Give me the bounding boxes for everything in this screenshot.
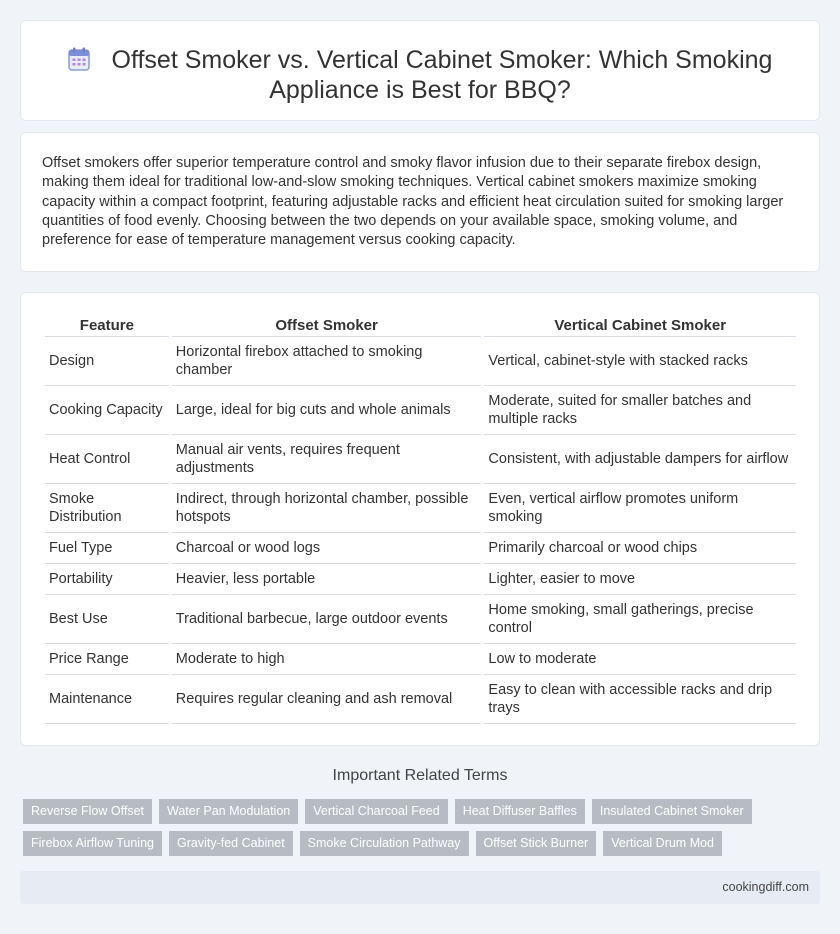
offset-cell: Horizontal firebox attached to smoking chamber [172, 337, 482, 386]
related-tag[interactable]: Vertical Charcoal Feed [305, 799, 447, 824]
offset-cell: Indirect, through horizontal chamber, possible hotspots [172, 484, 482, 533]
intro-paragraph: Offset smokers offer superior temperature control and smoky flavor infusion due to their separate firebox design, making them ideal for traditional low-and-slow smoking techniques. Vertical cabinet smokers maximize smoking capacity within a compact footprint, featuring adjustable racks and efficient heat circulation suited for smoking larger quantities of food evenly. Choosing between the two depends on your available space, smoking volume, and preference for ease of temperature management versus cooking capacity. [42, 155, 784, 249]
table-row [45, 644, 796, 675]
feature-cell: Portability [45, 564, 169, 595]
vertical-cell: Lighter, easier to move [484, 564, 796, 595]
title-line-2: Appliance is Best for BBQ? [269, 76, 571, 104]
intro-card [20, 132, 820, 272]
header-feature: Feature [45, 317, 169, 337]
footer-bar [20, 871, 820, 904]
feature-cell: Price Range [45, 644, 169, 675]
table-row [45, 675, 796, 724]
feature-cell: Heat Control [45, 435, 169, 484]
footer-site-link[interactable]: cookingdiff.com [722, 880, 809, 894]
related-terms-title: Important Related Terms [332, 767, 508, 784]
vertical-cell: Low to moderate [484, 644, 796, 675]
feature-cell: Smoke Distribution [45, 484, 169, 533]
related-tag[interactable]: Offset Stick Burner [476, 831, 597, 856]
offset-cell: Moderate to high [172, 644, 482, 675]
table-row [45, 533, 796, 564]
offset-cell: Requires regular cleaning and ash removal [172, 675, 482, 724]
vertical-cell: Vertical, cabinet-style with stacked racks [484, 337, 796, 386]
page-title [21, 45, 819, 105]
comparison-table [42, 317, 799, 724]
feature-cell: Cooking Capacity [45, 386, 169, 435]
feature-cell: Design [45, 337, 169, 386]
vertical-cell: Easy to clean with accessible racks and drip trays [484, 675, 796, 724]
title-text-1: Offset Smoker vs. Vertical Cabinet Smoker: Which Smoking [111, 46, 773, 74]
related-tag[interactable]: Smoke Circulation Pathway [300, 831, 469, 856]
related-tags-row-2 [23, 831, 722, 856]
offset-cell: Heavier, less portable [172, 564, 482, 595]
vertical-cell: Even, vertical airflow promotes uniform smoking [484, 484, 796, 533]
offset-cell: Charcoal or wood logs [172, 533, 482, 564]
offset-cell: Large, ideal for big cuts and whole animals [172, 386, 482, 435]
header-vertical-cabinet-smoker: Vertical Cabinet Smoker [484, 317, 796, 337]
table-header-row [45, 317, 796, 337]
related-tag[interactable]: Firebox Airflow Tuning [23, 831, 162, 856]
vertical-cell: Primarily charcoal or wood chips [484, 533, 796, 564]
vertical-cell: Consistent, with adjustable dampers for airflow [484, 435, 796, 484]
table-row [45, 386, 796, 435]
table-row [45, 435, 796, 484]
feature-cell: Maintenance [45, 675, 169, 724]
related-tags-row-1 [23, 799, 752, 824]
feature-cell: Fuel Type [45, 533, 169, 564]
title-line-1 [21, 45, 819, 75]
calendar-icon [68, 47, 90, 71]
related-tag[interactable]: Gravity-fed Cabinet [169, 831, 293, 856]
offset-cell: Traditional barbecue, large outdoor events [172, 595, 482, 644]
related-tag[interactable]: Water Pan Modulation [159, 799, 298, 824]
vertical-cell: Moderate, suited for smaller batches and multiple racks [484, 386, 796, 435]
related-tag[interactable]: Insulated Cabinet Smoker [592, 799, 752, 824]
table-row [45, 564, 796, 595]
table-row [45, 337, 796, 386]
header-offset-smoker: Offset Smoker [172, 317, 482, 337]
comparison-table-card [20, 292, 820, 746]
related-tag[interactable]: Vertical Drum Mod [603, 831, 722, 856]
feature-cell: Best Use [45, 595, 169, 644]
offset-cell: Manual air vents, requires frequent adjustments [172, 435, 482, 484]
related-tag[interactable]: Heat Diffuser Baffles [455, 799, 585, 824]
table-row [45, 484, 796, 533]
header-card [20, 20, 820, 121]
related-tag[interactable]: Reverse Flow Offset [23, 799, 152, 824]
vertical-cell: Home smoking, small gatherings, precise control [484, 595, 796, 644]
table-row [45, 595, 796, 644]
